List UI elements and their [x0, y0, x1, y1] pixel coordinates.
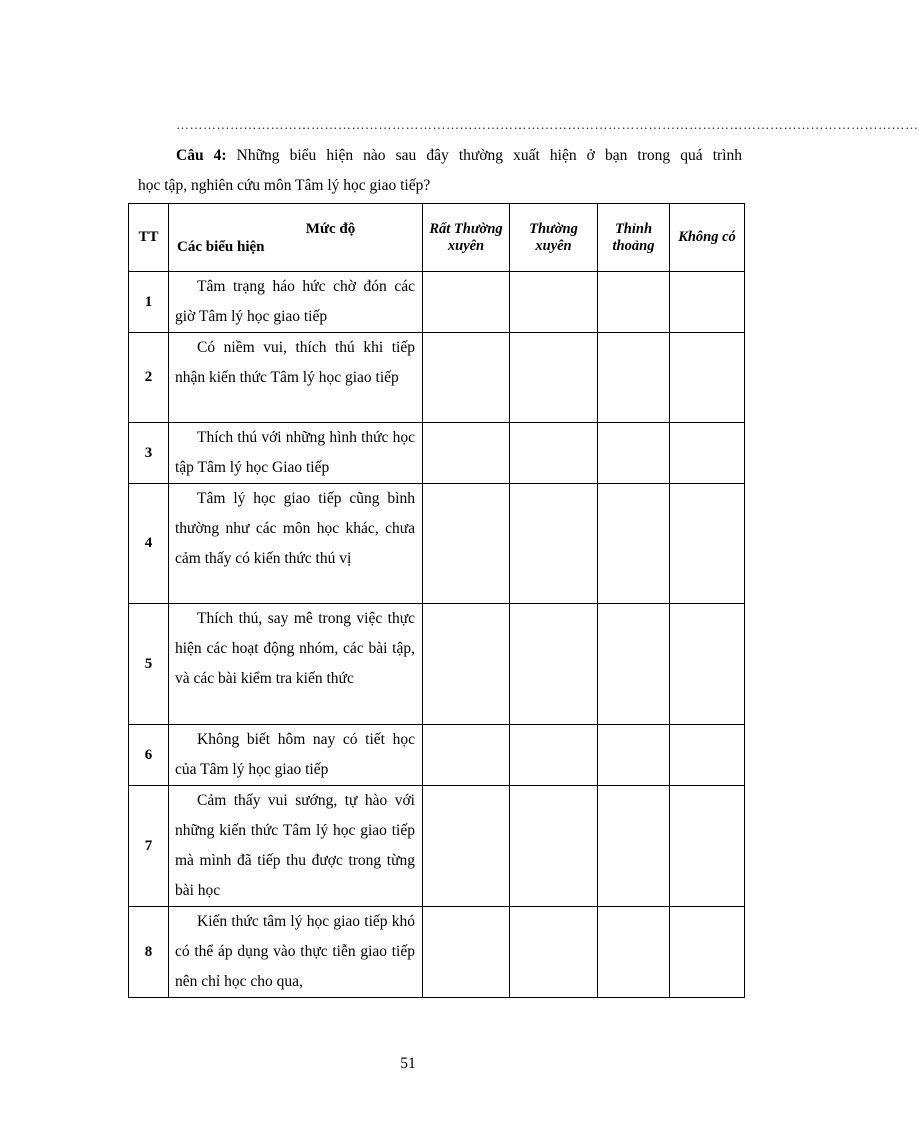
- header-tt: TT: [129, 204, 169, 272]
- row-number: 8: [129, 907, 169, 998]
- cell-rat-thuong-xuyen[interactable]: [423, 423, 510, 484]
- cell-khong-co[interactable]: [670, 423, 745, 484]
- header-muc-do: Mức độ: [305, 220, 356, 237]
- row-description: Thích thú, say mê trong việc thực hiện các hoạt động nhóm, các bài tập, và các bài kiểm tra kiến thức: [169, 604, 423, 725]
- dotted-separator: …………………………………………………………………………………………………………………………………………………: [176, 117, 919, 132]
- header-cac-bieu-hien: Các biểu hiện: [177, 238, 265, 255]
- header-row: [129, 204, 745, 272]
- row-description: Cảm thấy vui sướng, tự hào với những kiến thức Tâm lý học giao tiếp mà mình đã tiếp thu được trong từng bài học: [169, 786, 423, 907]
- cell-thuong-xuyen[interactable]: [510, 725, 598, 786]
- cell-khong-co[interactable]: [670, 272, 745, 333]
- cell-thuong-xuyen[interactable]: [510, 423, 598, 484]
- cell-thinh-thoang[interactable]: [598, 786, 670, 907]
- table-row: [129, 907, 745, 998]
- row-number: 5: [129, 604, 169, 725]
- table-row: [129, 786, 745, 907]
- row-description: Tâm lý học giao tiếp cũng bình thường như các môn học khác, chưa cảm thấy có kiến thức thú vị: [169, 484, 423, 604]
- cell-rat-thuong-xuyen[interactable]: [423, 786, 510, 907]
- table-row: [129, 333, 745, 423]
- cell-rat-thuong-xuyen[interactable]: [423, 484, 510, 604]
- header-rat-thuong-xuyen: Rất Thường xuyên: [423, 204, 510, 272]
- header-thinh-thoang: Thỉnh thoảng: [598, 204, 670, 272]
- row-description: Có niềm vui, thích thú khi tiếp nhận kiến thức Tâm lý học giao tiếp: [169, 333, 423, 423]
- question-text: Những biểu hiện nào sau đây thường xuất hiện ở bạn trong quá trình: [236, 147, 742, 164]
- cell-thinh-thoang[interactable]: [598, 907, 670, 998]
- cell-thuong-xuyen[interactable]: [510, 786, 598, 907]
- cell-khong-co[interactable]: [670, 786, 745, 907]
- cell-khong-co[interactable]: [670, 725, 745, 786]
- row-description: Tâm trạng háo hức chờ đón các giờ Tâm lý học giao tiếp: [169, 272, 423, 333]
- cell-thinh-thoang[interactable]: [598, 604, 670, 725]
- survey-table: [128, 203, 745, 998]
- row-number: 2: [129, 333, 169, 423]
- row-description: Không biết hôm nay có tiết học của Tâm lý học giao tiếp: [169, 725, 423, 786]
- row-number: 3: [129, 423, 169, 484]
- table-row: [129, 604, 745, 725]
- cell-rat-thuong-xuyen[interactable]: [423, 272, 510, 333]
- cell-rat-thuong-xuyen[interactable]: [423, 333, 510, 423]
- table-row: [129, 272, 745, 333]
- cell-rat-thuong-xuyen[interactable]: [423, 725, 510, 786]
- cell-khong-co[interactable]: [670, 907, 745, 998]
- cell-thinh-thoang[interactable]: [598, 423, 670, 484]
- cell-thinh-thoang[interactable]: [598, 725, 670, 786]
- row-description: Kiến thức tâm lý học giao tiếp khó có thể áp dụng vào thực tiễn giao tiếp nên chỉ học cho qua,: [169, 907, 423, 998]
- table-row: [129, 484, 745, 604]
- cell-thuong-xuyen[interactable]: [510, 484, 598, 604]
- cell-rat-thuong-xuyen[interactable]: [423, 907, 510, 998]
- cell-thinh-thoang[interactable]: [598, 272, 670, 333]
- cell-khong-co[interactable]: [670, 604, 745, 725]
- question-label: Câu 4:: [176, 147, 227, 164]
- row-number: 7: [129, 786, 169, 907]
- question-4: [138, 141, 742, 201]
- cell-thuong-xuyen[interactable]: [510, 907, 598, 998]
- page-number: 51: [400, 1055, 416, 1072]
- question-text-continued: học tập, nghiên cứu môn Tâm lý học giao tiếp?: [138, 177, 431, 194]
- row-number: 4: [129, 484, 169, 604]
- cell-thuong-xuyen[interactable]: [510, 333, 598, 423]
- header-thuong-xuyen: Thường xuyên: [510, 204, 598, 272]
- cell-khong-co[interactable]: [670, 333, 745, 423]
- row-description: Thích thú với những hình thức học tập Tâm lý học Giao tiếp: [169, 423, 423, 484]
- row-number: 6: [129, 725, 169, 786]
- cell-thinh-thoang[interactable]: [598, 484, 670, 604]
- cell-khong-co[interactable]: [670, 484, 745, 604]
- cell-thuong-xuyen[interactable]: [510, 604, 598, 725]
- header-khong-co: Không có: [670, 204, 745, 272]
- row-number: 1: [129, 272, 169, 333]
- cell-thinh-thoang[interactable]: [598, 333, 670, 423]
- cell-rat-thuong-xuyen[interactable]: [423, 604, 510, 725]
- cell-thuong-xuyen[interactable]: [510, 272, 598, 333]
- header-description: [169, 204, 423, 272]
- table-row: [129, 725, 745, 786]
- table-row: [129, 423, 745, 484]
